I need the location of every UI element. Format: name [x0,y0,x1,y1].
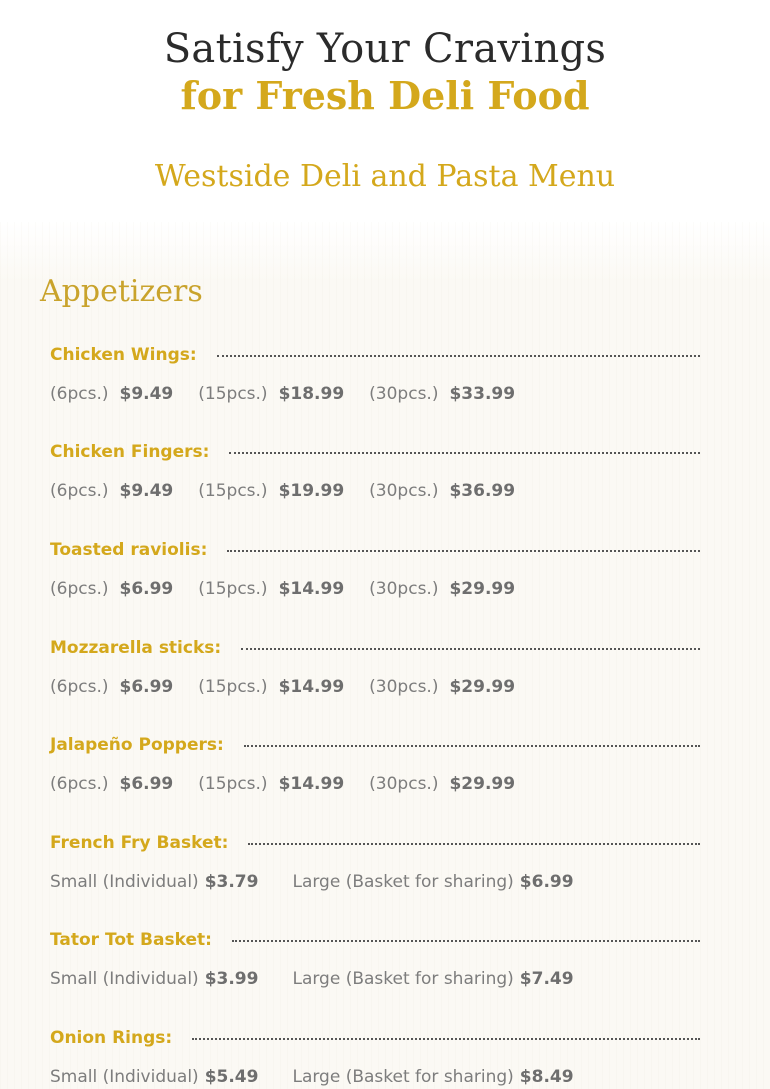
price-size-label: (30pcs.) [369,579,439,599]
item-name: Mozzarella sticks: [50,638,222,658]
price-value: $36.99 [449,481,516,501]
price-option [292,1067,573,1087]
price-value: $14.99 [278,677,345,697]
price-option [50,677,173,697]
dotted-leader [227,550,700,552]
price-list [50,382,700,406]
price-option [198,579,344,599]
price-option [198,677,344,697]
price-value: $6.99 [119,774,174,794]
hero-title-line1: Satisfy Your Cravings [163,26,607,72]
price-list [50,577,700,601]
price-list [50,675,700,699]
price-value: $3.99 [204,969,259,989]
dotted-leader [192,1038,700,1040]
dotted-leader [248,843,700,845]
price-value: $29.99 [449,579,516,599]
price-value: $6.99 [119,579,174,599]
price-size-label: (30pcs.) [369,677,439,697]
price-option [50,872,258,892]
menu-item [50,733,700,796]
item-name: French Fry Basket: [50,833,229,853]
price-size-label: Large (Basket for sharing) [292,872,514,892]
price-list [50,479,700,503]
price-size-label: Small (Individual) [50,872,199,892]
section-title-appetizers: Appetizers [40,274,203,309]
price-option [292,969,573,989]
price-size-label: (15pcs.) [198,774,268,794]
price-size-label: (15pcs.) [198,579,268,599]
price-size-label: (6pcs.) [50,481,109,501]
item-name: Onion Rings: [50,1028,173,1048]
menu-item [50,343,700,406]
price-option [50,774,173,794]
hero-title-line2: for Fresh Deli Food [180,73,590,118]
item-name: Jalapeño Poppers: [50,735,224,755]
price-option [369,579,515,599]
dotted-leader [244,745,700,747]
price-value: $33.99 [449,384,516,404]
price-size-label: Large (Basket for sharing) [292,969,514,989]
menu-item [50,636,700,699]
menu-item [50,538,700,601]
price-option [50,1067,258,1087]
item-name: Chicken Wings: [50,345,197,365]
price-size-label: (15pcs.) [198,677,268,697]
dotted-leader [217,355,700,357]
price-size-label: (6pcs.) [50,677,109,697]
price-value: $5.49 [204,1067,259,1087]
menu-item [50,831,700,894]
price-value: $9.49 [119,481,174,501]
price-option [50,481,173,501]
price-value: $19.99 [278,481,345,501]
price-value: $6.99 [519,872,574,892]
price-size-label: Small (Individual) [50,969,199,989]
price-size-label: (30pcs.) [369,774,439,794]
price-value: $29.99 [449,677,516,697]
price-option [369,774,515,794]
dotted-leader [232,940,700,942]
dotted-leader [241,648,700,650]
price-option [369,384,515,404]
price-size-label: Small (Individual) [50,1067,199,1087]
price-list [50,772,700,796]
price-option [198,481,344,501]
price-value: $8.49 [519,1067,574,1087]
price-list [50,967,700,991]
dotted-leader [229,452,700,454]
menu-item [50,928,700,991]
price-value: $14.99 [278,774,345,794]
price-value: $7.49 [519,969,574,989]
menu-item [50,1026,700,1089]
price-size-label: (6pcs.) [50,579,109,599]
price-option [292,872,573,892]
price-size-label: Large (Basket for sharing) [292,1067,514,1087]
price-option [198,774,344,794]
price-size-label: (6pcs.) [50,384,109,404]
price-size-label: (15pcs.) [198,384,268,404]
price-option [198,384,344,404]
price-value: $29.99 [449,774,516,794]
price-value: $6.99 [119,677,174,697]
item-name: Chicken Fingers: [50,442,210,462]
menu-item [50,440,700,503]
price-option [369,677,515,697]
item-name: Toasted raviolis: [50,540,208,560]
price-value: $3.79 [204,872,259,892]
price-value: $9.49 [119,384,174,404]
price-list [50,1065,700,1089]
price-size-label: (6pcs.) [50,774,109,794]
price-option [369,481,515,501]
price-option [50,384,173,404]
menu-title: Westside Deli and Pasta Menu [154,159,616,194]
item-name: Tator Tot Basket: [50,930,212,950]
price-size-label: (15pcs.) [198,481,268,501]
price-option [50,969,258,989]
price-value: $14.99 [278,579,345,599]
price-list [50,870,700,894]
price-size-label: (30pcs.) [369,384,439,404]
price-value: $18.99 [278,384,345,404]
price-option [50,579,173,599]
price-size-label: (30pcs.) [369,481,439,501]
